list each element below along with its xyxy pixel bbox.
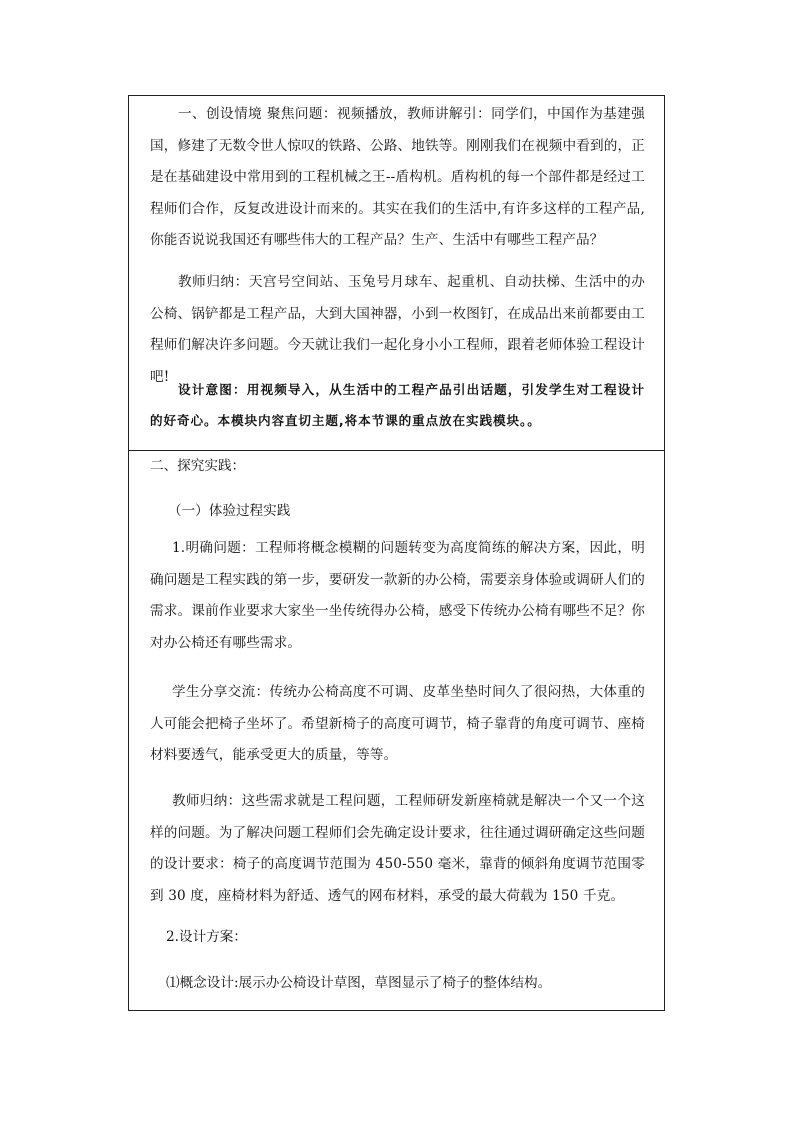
section1-intro-paragraph: 一、创设情境 聚焦问题：视频播放，教师讲解引：同学们，中国作为基建强国，修建了无数令世人惊叹的铁路、公路、地铁等。刚刚我们在视频中看到的，正是在基础建设中常用到的工程机械之王--盾构机。盾构机的每一个部件都是经过工程师们合作，反复改进设计而来的。其实在我们的生活中,有许多这样的工程产品,你能否说说我国还有哪些伟大的工程产品？生产、生活中有哪些工程产品？ (150, 106, 645, 248)
table-row-divider (129, 450, 664, 451)
step1-paragraph: 1.明确问题：工程师将概念模糊的问题转变为高度简练的解决方案，因此，明确问题是工程实践的第一步，要研发一款新的办公椅，需要亲身体验或调研人们的需求。课前作业要求大家坐一坐传统得办公椅，感受下传统办公椅有哪些不足？你对办公椅还有哪些需求。 (150, 540, 645, 651)
section1-summary-paragraph: 教师归纳：天宫号空间站、玉兔号月球车、起重机、自动扶梯、生活中的办公椅、锅铲都是工程产品，大到大国神器，小到一枚图钉，在成品出来前都要由工程师们解决许多问题。今天就让我们一起化身小小工程师，跟着老师体验工程设计吧! (150, 274, 645, 385)
section2-heading: 二、探究实践： (150, 458, 246, 474)
teacher-summary-paragraph: 教师归纳：这些需求就是工程问题，工程师研发新座椅就是解决一个又一个这样的问题。为了解决问题工程师们会先确定设计要求，往往通过调研确定这些问题的设计要求：椅子的高度调节范围为 450-550 毫米，靠背的倾斜角度调节范围零到 30 度，座椅材料为舒适、透气的网布材料，承受的最大荷载为 150 千克。 (150, 793, 645, 904)
concept-design-line: ⑴概念设计:展示办公椅设计草图，草图显示了椅子的整体结构。 (166, 975, 552, 991)
section2-subheading: （一）体验过程实践 (168, 503, 291, 519)
design-intent-paragraph: 设计意图：用视频导入，从生活中的工程产品引出话题，引发学生对工程设计的好奇心。本模块内容直切主题,将本节课的重点放在实践模块。。 (150, 382, 645, 428)
student-share-paragraph: 学生分享交流：传统办公椅高度不可调、皮革坐垫时间久了很闷热，大体重的人可能会把椅子坐坏了。希望新椅子的高度可调节，椅子靠背的角度可调节、座椅材料要透气，能承受更大的质量，等等。 (150, 684, 645, 763)
lesson-plan-table (128, 95, 665, 1011)
step2-heading: 2.设计方案： (166, 929, 247, 945)
